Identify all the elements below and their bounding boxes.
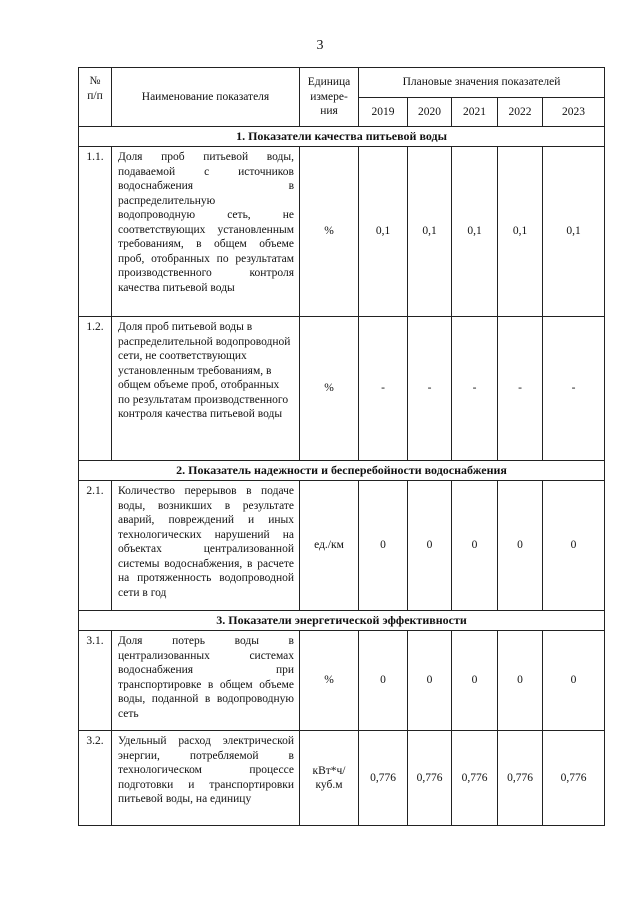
row-number: 2.1. [79, 481, 112, 611]
header-year-2022: 2022 [498, 98, 543, 127]
value-2020: 0,1 [408, 147, 452, 317]
page-number: 3 [316, 38, 324, 53]
section-2 [79, 461, 605, 611]
value-2021: 0 [452, 631, 498, 731]
indicator-name: Количество перерывов в подаче воды, возникших в результате аварий, повреждений и иных технологических нарушений на объектах централизованной системы водоснабжения, в расчете на протяженность водопроводной сети в год [112, 481, 300, 611]
table-row [79, 731, 605, 826]
section-3 [79, 611, 605, 826]
header-num: № п/п [79, 68, 112, 127]
value-2019: 0 [359, 481, 408, 611]
value-2022: 0 [498, 631, 543, 731]
table-row [79, 317, 605, 461]
header-planned: Плановые значения показателей [359, 68, 605, 98]
indicator-name: Доля проб питьевой воды, подаваемой с источников водоснабжения в распределительную водопроводную сеть, не соответствующих установленным требованиям, в общем объеме проб, отобранных по результатам производственного контроля качества питьевой воды [112, 147, 300, 317]
value-2021: 0 [452, 481, 498, 611]
value-2022: 0 [498, 481, 543, 611]
value-2023: 0,1 [543, 147, 605, 317]
indicator-unit: ед./км [300, 481, 359, 611]
row-number: 3.1. [79, 631, 112, 731]
row-number: 1.1. [79, 147, 112, 317]
value-2021: 0,776 [452, 731, 498, 826]
value-2023: 0,776 [543, 731, 605, 826]
value-2019: 0,776 [359, 731, 408, 826]
section-title: 1. Показатели качества питьевой воды [79, 127, 605, 147]
section-title: 2. Показатель надежности и бесперебойности водоснабжения [79, 461, 605, 481]
value-2019: - [359, 317, 408, 461]
header-year-2020: 2020 [408, 98, 452, 127]
header-year-2021: 2021 [452, 98, 498, 127]
value-2020: 0,776 [408, 731, 452, 826]
value-2019: 0 [359, 631, 408, 731]
table-row [79, 631, 605, 731]
header-year-2023: 2023 [543, 98, 605, 127]
header-unit: Единица измере-ния [300, 68, 359, 127]
table-row [79, 481, 605, 611]
table-header [79, 68, 605, 127]
indicator-name: Доля проб питьевой воды в распределительной водопроводной сети, не соответствующих установленным требованиям, в общем объеме проб, отобранных по результатам производственного контроля качества питьевой воды [112, 317, 300, 461]
value-2022: 0,776 [498, 731, 543, 826]
value-2020: 0 [408, 481, 452, 611]
value-2020: - [408, 317, 452, 461]
value-2021: - [452, 317, 498, 461]
header-year-2019: 2019 [359, 98, 408, 127]
indicators-table [78, 67, 605, 826]
value-2023: 0 [543, 631, 605, 731]
indicator-name: Удельный расход электрической энергии, потребляемой в технологическом процессе подготовки и транспортировки питьевой воды, на единицу [112, 731, 300, 826]
indicator-unit: кВт*ч/ куб.м [300, 731, 359, 826]
indicator-unit: % [300, 317, 359, 461]
section-title: 3. Показатели энергетической эффективности [79, 611, 605, 631]
value-2023: 0 [543, 481, 605, 611]
value-2022: 0,1 [498, 147, 543, 317]
table-row [79, 147, 605, 317]
row-number: 1.2. [79, 317, 112, 461]
indicator-unit: % [300, 147, 359, 317]
row-number: 3.2. [79, 731, 112, 826]
header-name: Наименование показателя [112, 68, 300, 127]
value-2020: 0 [408, 631, 452, 731]
indicator-name: Доля потерь воды в централизованных системах водоснабжения при транспортировке в общем объеме воды, поданной в водопроводную сеть [112, 631, 300, 731]
section-1 [79, 127, 605, 461]
value-2019: 0,1 [359, 147, 408, 317]
indicator-unit: % [300, 631, 359, 731]
value-2023: - [543, 317, 605, 461]
value-2021: 0,1 [452, 147, 498, 317]
value-2022: - [498, 317, 543, 461]
